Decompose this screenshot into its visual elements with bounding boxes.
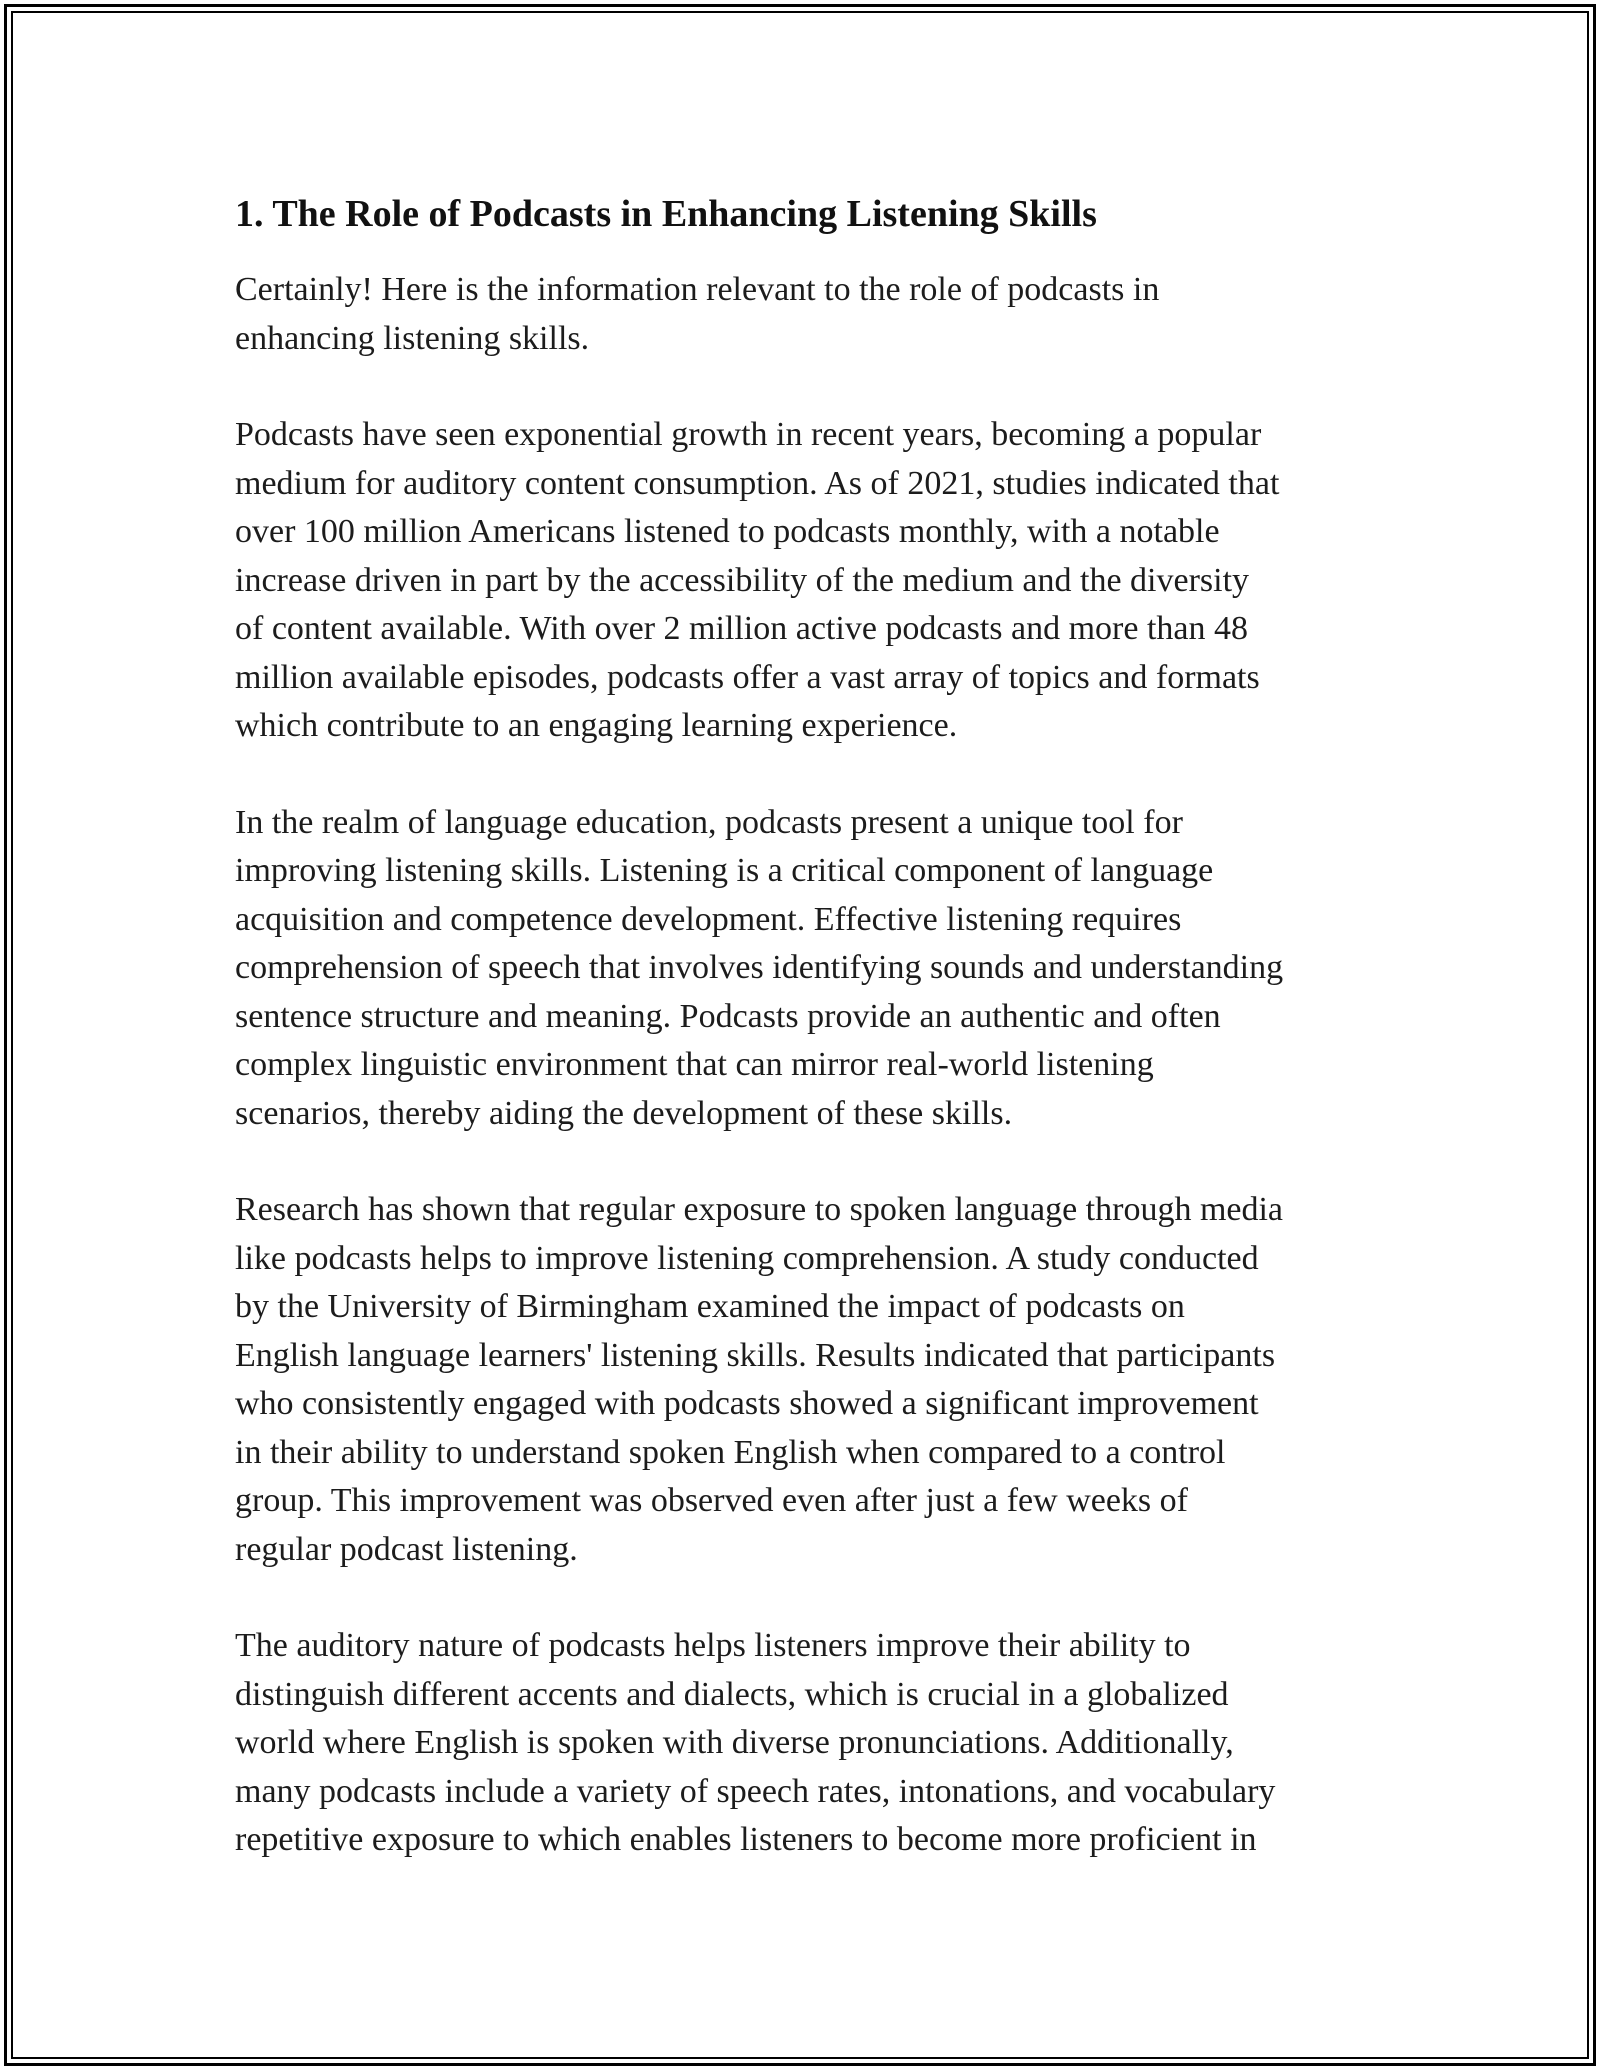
text-line: comprehension of speech that involves identifying sounds and understanding: [235, 949, 1284, 986]
text-line: of content available. With over 2 million active podcasts and more than 48: [235, 610, 1248, 647]
text-line: distinguish different accents and dialects, which is crucial in a globalized: [235, 1675, 1229, 1713]
document-body: [235, 188, 1375, 1913]
text-line: which contribute to an engaging learning experience.: [235, 707, 958, 744]
text-line: The auditory nature of podcasts helps listeners improve their ability to: [235, 1627, 1191, 1664]
text-line: English language learners' listening skills. Results indicated that participants: [235, 1336, 1276, 1374]
text-line: group. This improvement was observed even after just a few weeks of: [235, 1482, 1188, 1519]
paragraph-intro: [235, 266, 1375, 363]
text-line: regular podcast listening.: [235, 1530, 578, 1568]
text-line: Certainly! Here is the information relevant to the role of podcasts in: [235, 271, 1160, 308]
text-line: million available episodes, podcasts offer a vast array of topics and formats: [235, 658, 1260, 696]
text-line: repetitive exposure to which enables listeners to become more proficient in: [235, 1821, 1257, 1858]
text-line: Podcasts have seen exponential growth in recent years, becoming a popular: [235, 416, 1262, 453]
paragraph-auditory-nature: [235, 1622, 1375, 1865]
text-line: world where English is spoken with diverse pronunciations. Additionally,: [235, 1724, 1234, 1761]
text-line: who consistently engaged with podcasts showed a significant improvement: [235, 1385, 1259, 1422]
text-line: enhancing listening skills.: [235, 319, 590, 357]
paragraph-research: [235, 1186, 1375, 1574]
text-line: complex linguistic environment that can mirror real-world listening: [235, 1046, 1154, 1083]
text-line: Research has shown that regular exposure to spoken language through media: [235, 1191, 1284, 1228]
text-line: increase driven in part by the accessibility of the medium and the diversity: [235, 561, 1250, 599]
text-line: sentence structure and meaning. Podcasts provide an authentic and often: [235, 997, 1221, 1035]
text-line: by the University of Birmingham examined the impact of podcasts on: [235, 1288, 1185, 1325]
text-line: acquisition and competence development. Effective listening requires: [235, 900, 1182, 938]
paragraph-podcast-growth: [235, 411, 1375, 751]
paragraph-language-education: [235, 799, 1375, 1139]
text-line: In the realm of language education, podcasts present a unique tool for: [235, 803, 1183, 841]
text-line: scenarios, thereby aiding the development of these skills.: [235, 1094, 1013, 1132]
section-heading: 1. The Role of Podcasts in Enhancing Listening Skills: [235, 193, 1097, 235]
text-line: over 100 million Americans listened to podcasts monthly, with a notable: [235, 513, 1220, 550]
text-line: medium for auditory content consumption. As of 2021, studies indicated that: [235, 464, 1280, 502]
text-line: like podcasts helps to improve listening comprehension. A study conducted: [235, 1239, 1259, 1277]
text-line: many podcasts include a variety of speech rates, intonations, and vocabulary: [235, 1772, 1276, 1810]
text-line: improving listening skills. Listening is a critical component of language: [235, 852, 1214, 889]
text-line: in their ability to understand spoken English when compared to a control: [235, 1433, 1226, 1471]
